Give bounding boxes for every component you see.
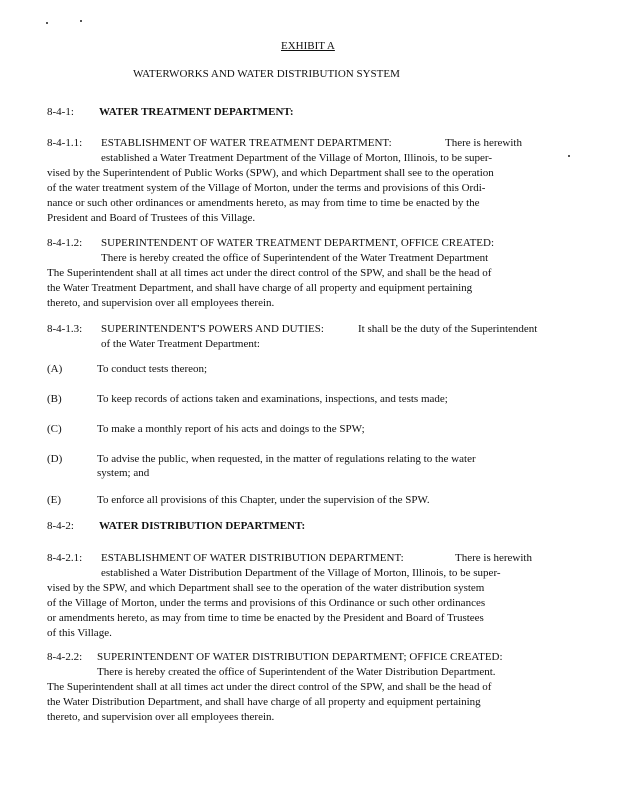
paragraph-line: established a Water Distribution Department of the Village of Morton, Illinois, to be super- [101,567,501,579]
list-item-letter: (D) [47,453,63,465]
section-heading: ESTABLISHMENT OF WATER TREATMENT DEPARTMENT: [101,137,392,149]
paragraph-line: It shall be the duty of the Superintendent [358,323,538,335]
scan-speck [46,22,48,24]
paragraph-line: or amendments hereto, as may from time to time be enacted by the President and Board of Trustees [47,612,484,624]
section-heading: WATER TREATMENT DEPARTMENT: [99,106,294,118]
paragraph-line: established a Water Treatment Department of the Village of Morton, Illinois, to be super- [101,152,492,164]
section-heading: ESTABLISHMENT OF WATER DISTRIBUTION DEPARTMENT: [101,552,404,564]
section-heading: SUPERINTENDENT OF WATER TREATMENT DEPARTMENT, OFFICE CREATED: [101,237,495,249]
list-item-text: To keep records of actions taken and examinations, inspections, and tests made; [97,393,448,405]
section-heading: SUPERINTENDENT'S POWERS AND DUTIES: [101,323,324,335]
list-item-text: To make a monthly report of his acts and doings to the SPW; [97,423,365,435]
paragraph-line: President and Board of Trustees of this Village. [47,212,256,224]
list-item-text: system; and [97,467,150,479]
paragraph-line: of the water treatment system of the Village of Morton, under the terms and provisions of this Ordi- [47,182,486,194]
paragraph-line: The Superintendent shall at all times act under the direct control of the SPW, and shall be the head of [47,267,492,279]
section-number: 8-4-1: [47,106,74,118]
list-item-letter: (C) [47,423,62,435]
paragraph-line: thereto, and supervision over all employees therein. [47,711,275,723]
paragraph-line: There is herewith [445,137,522,149]
document-title: WATERWORKS AND WATER DISTRIBUTION SYSTEM [133,68,400,80]
paragraph-line: There is hereby created the office of Superintendent of the Water Distribution Department. [97,666,496,678]
exhibit-label: EXHIBIT A [281,40,335,52]
section-number: 8-4-1.3: [47,323,83,335]
paragraph-line: vised by the SPW, and which Department shall see to the operation of the water distribution system [47,582,485,594]
paragraph-line: vised by the Superintendent of Public Works (SPW), and which Department shall see to the operation [47,167,494,179]
section-heading: SUPERINTENDENT OF WATER DISTRIBUTION DEPARTMENT; OFFICE CREATED: [97,651,503,663]
paragraph-line: There is herewith [455,552,532,564]
section-heading: WATER DISTRIBUTION DEPARTMENT: [99,520,306,532]
paragraph-line: The Superintendent shall at all times act under the direct control of the SPW, and shall be the head of [47,681,492,693]
paragraph-line: of the Village of Morton, under the terms and provisions of this Ordinance or such other ordinances [47,597,486,609]
list-item-letter: (B) [47,393,62,405]
section-number: 8-4-2: [47,520,74,532]
paragraph-line: of this Village. [47,627,112,639]
paragraph-line: the Water Distribution Department, and shall have charge of all property and equipment pertaining [47,696,481,708]
paragraph-line: nance or such other ordinances or amendments hereto, as may from time to time be enacted by the [47,197,480,209]
scan-speck [568,155,570,157]
section-number: 8-4-1.2: [47,237,83,249]
list-item-text: To advise the public, when requested, in the matter of regulations relating to the water [97,453,476,465]
list-item-text: To conduct tests thereon; [97,363,208,375]
paragraph-line: thereto, and supervision over all employees therein. [47,297,275,309]
list-item-letter: (A) [47,363,63,375]
section-number: 8-4-2.1: [47,552,83,564]
section-number: 8-4-2.2: [47,651,83,663]
scan-speck [80,20,82,22]
paragraph-line: of the Water Treatment Department: [101,338,260,350]
paragraph-line: There is hereby created the office of Superintendent of the Water Treatment Department [101,252,489,264]
section-number: 8-4-1.1: [47,137,83,149]
list-item-letter: (E) [47,494,62,506]
paragraph-line: the Water Treatment Department, and shall have charge of all property and equipment pertaining [47,282,473,294]
list-item-text: To enforce all provisions of this Chapter, under the supervision of the SPW. [97,494,430,506]
